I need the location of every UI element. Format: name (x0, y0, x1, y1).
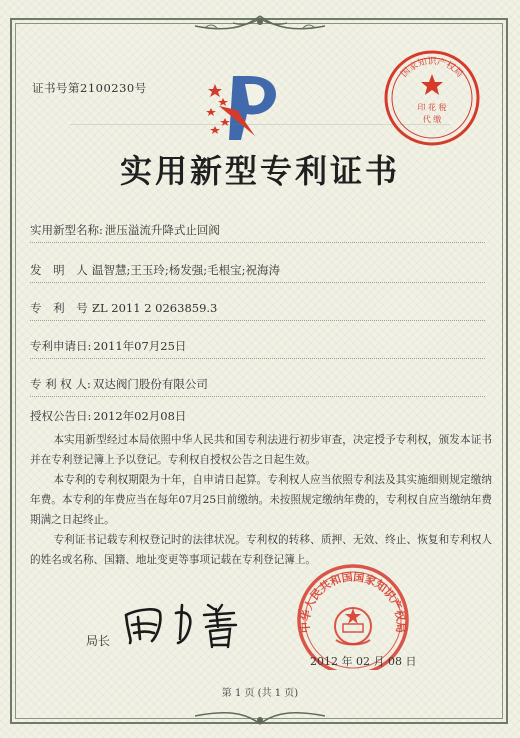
top-seal-inner-line2: 代 缴 (422, 115, 442, 124)
patentee-row (30, 376, 208, 392)
certificate-number: 证书号第2100230号 (32, 81, 147, 95)
divider (30, 320, 485, 321)
divider (30, 358, 485, 359)
body-paragraph-1: 本实用新型经过本局依照中华人民共和国专利法进行初步审查，决定授予专利权，颁发本证书并在专利登记簿上予以登记。专利权自授权公告之日起生效。 (30, 434, 492, 466)
director-label: 局长 (86, 634, 111, 648)
patentee-label: 专 利 权 人: (30, 377, 91, 391)
patent-number-label: 专 利 号: (30, 301, 100, 315)
filing-date-label: 专利申请日: (30, 339, 92, 353)
inventor-value: 温智慧;王玉玲;杨发强;毛根宝;祝海涛 (92, 263, 280, 277)
grant-date-row (30, 408, 186, 424)
main-seal-arc-text: 中华人民共和国国家知识产权局 (298, 570, 408, 634)
inventor-row (30, 262, 280, 278)
utility-model-name-row (30, 222, 220, 238)
page-number: 第 1 页 (共 1 页) (221, 688, 299, 699)
patent-number-row (30, 300, 217, 316)
grant-date-value: 2012年02月08日 (93, 409, 187, 423)
certificate-body (30, 430, 492, 570)
seal-date: 2012 年 02 月 08 日 (310, 655, 417, 668)
divider (30, 282, 485, 283)
utility-model-name-label: 实用新型名称: (30, 223, 103, 237)
grant-date-label: 授权公告日: (30, 409, 92, 423)
top-seal-inner-line1: 印 花 税 (417, 103, 447, 112)
certificate-title: 实用新型专利证书 (119, 152, 400, 190)
body-paragraph-2: 本专利的专利权期限为十年，自申请日起算。专利权人应当依照专利法及其实施细则规定缴纳年费。本专利的年费应当在每年07月25日前缴纳。未按照规定缴纳年费的，专利权自应当缴纳年费期满之日起终止。 (30, 474, 492, 526)
patentee-value: 双达阀门股份有限公司 (92, 377, 208, 391)
body-paragraph-3: 专利证书记载专利权登记时的法律状况。专利权的转移、质押、无效、终止、恢复和专利权人的姓名或名称、国籍、地址变更等事项记载在专利登记簿上。 (30, 534, 492, 566)
utility-model-name-value: 泄压溢流升降式止回阀 (104, 223, 220, 237)
filing-date-row (30, 338, 186, 354)
inventor-label: 发 明 人: (30, 263, 100, 277)
top-ornament (185, 14, 335, 36)
director-signature (118, 595, 248, 651)
divider (30, 396, 485, 397)
bottom-ornament (185, 708, 335, 728)
filing-date-value: 2011年07月25日 (93, 339, 187, 353)
top-seal-arc-text: 国家知识产权局 (399, 57, 465, 80)
patent-number-value: ZL 2011 2 0263859.3 (92, 301, 218, 315)
divider (30, 242, 485, 243)
background-watermark (70, 124, 450, 141)
